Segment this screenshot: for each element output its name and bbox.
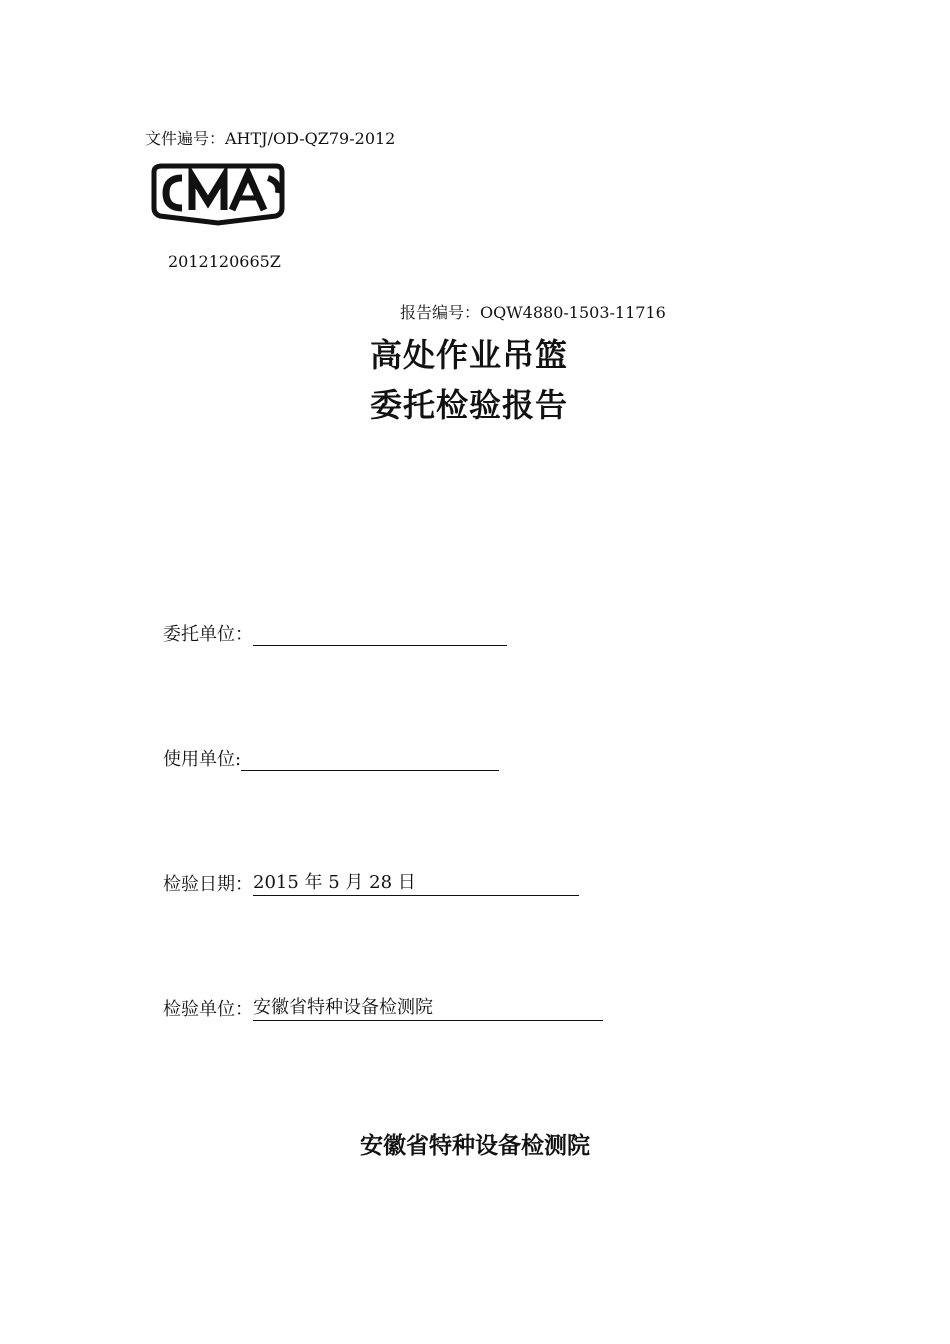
certificate-number: 2012120665Z [168, 252, 281, 271]
client-field [163, 620, 507, 646]
report-number: 报告编号：OQW4880-1503-11716 [400, 303, 666, 322]
footer-organization: 安徽省特种设备检测院 [360, 1133, 590, 1159]
report-title-line-1: 高处作业吊篮 [370, 336, 569, 374]
document-number: 文件遍号：AHTJ/OD-QZ79-2012 [145, 129, 396, 148]
inspection-date-field [163, 870, 579, 896]
inspection-unit-value: 安徽省特种设备检测院 [253, 996, 603, 1021]
user-label: 使用单位: [163, 749, 242, 770]
client-label: 委托单位： [163, 624, 253, 645]
client-value [253, 621, 507, 646]
inspection-date-value: 2015 年 5 月 28 日 [253, 871, 579, 896]
cma-logo-icon [148, 160, 288, 226]
inspection-unit-label: 检验单位： [163, 999, 253, 1020]
inspection-date-label: 检验日期： [163, 874, 253, 895]
inspection-unit-field [163, 995, 603, 1021]
report-title-line-2: 委托检验报告 [370, 386, 569, 424]
user-field [163, 745, 499, 771]
user-value [241, 746, 499, 771]
